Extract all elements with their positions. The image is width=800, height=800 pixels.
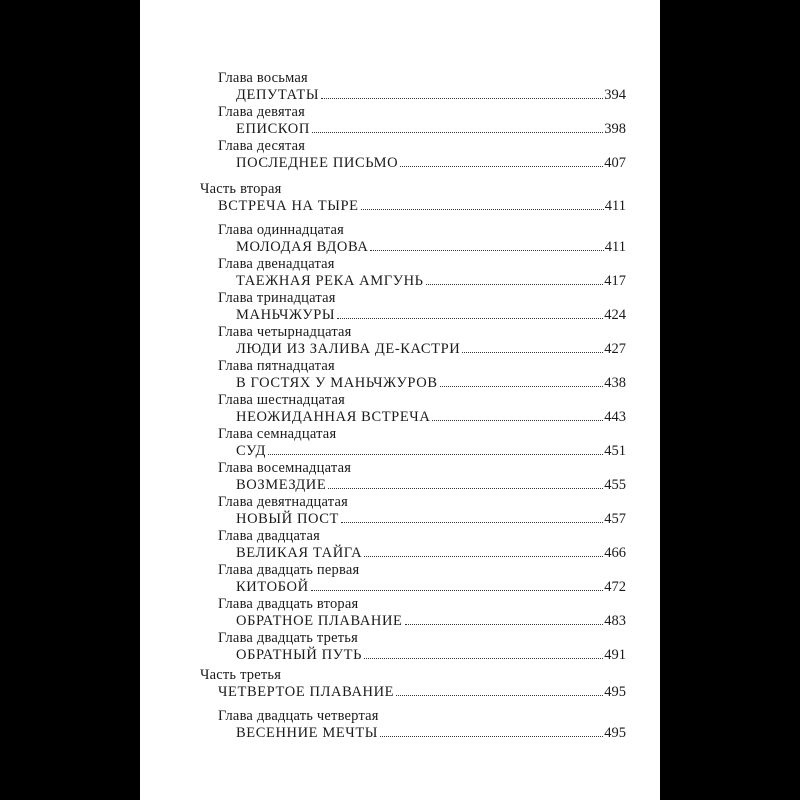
part-entry[interactable] [218,198,626,215]
chapter-entry[interactable] [236,545,626,562]
dot-leader [361,208,604,210]
entry-title: ТАЕЖНАЯ РЕКА АМГУНЬ [236,273,424,289]
dot-leader [268,453,603,455]
page-number: 472 [604,579,626,595]
chapter-label: Глава девятая [218,104,306,120]
page-number: 495 [604,684,626,700]
chapter-entry[interactable] [236,613,626,630]
entry-title: МАНЬЧЖУРЫ [236,307,336,323]
entry-title: НОВЫЙ ПОСТ [236,511,340,527]
entry-title: ВЕЛИКАЯ ТАЙГА [236,545,363,561]
entry-title: СУД [236,443,266,459]
chapter-label: Глава восемнадцатая [218,460,352,476]
entry-title: ВОЗМЕЗДИЕ [236,477,327,493]
part-label: Часть вторая [200,181,282,197]
dot-leader [370,249,603,251]
chapter-label: Глава двадцать третья [218,630,358,646]
entry-title: МОЛОДАЯ ВДОВА [236,239,369,255]
chapter-label: Глава двадцать вторая [218,596,359,612]
dot-leader [462,351,603,353]
entry-title: ОБРАТНЫЙ ПУТЬ [236,647,362,663]
chapter-label: Глава тринадцатая [218,290,336,306]
chapter-entry[interactable] [236,725,626,742]
page-number: 424 [604,307,626,323]
page-number: 398 [604,121,626,137]
dot-leader [337,317,603,319]
dot-leader [440,385,604,387]
entry-title: ЛЮДИ ИЗ ЗАЛИВА ДЕ-КАСТРИ [236,341,461,357]
dot-leader [432,419,603,421]
dot-leader [400,165,603,167]
page-number: 438 [604,375,626,391]
chapter-entry[interactable] [236,375,626,392]
dot-leader [405,623,604,625]
chapter-entry[interactable] [236,239,626,256]
chapter-entry[interactable] [236,307,626,324]
chapter-entry[interactable] [236,477,626,494]
chapter-label: Глава десятая [218,138,306,154]
chapter-entry[interactable] [236,579,626,596]
dot-leader [328,487,603,489]
page-number: 455 [604,477,626,493]
part-label: Часть третья [200,667,282,683]
page-number: 466 [604,545,626,561]
book-page [140,0,660,800]
chapter-label: Глава шестнадцатая [218,392,346,408]
dot-leader [426,283,604,285]
chapter-label: Глава восьмая [218,70,308,86]
page-number: 491 [604,647,626,663]
chapter-entry[interactable] [236,409,626,426]
page-number: 457 [604,511,626,527]
dot-leader [396,694,603,696]
entry-title: ЕПИСКОП [236,121,310,137]
chapter-label: Глава семнадцатая [218,426,337,442]
chapter-label: Глава двадцать первая [218,562,360,578]
chapter-label: Глава двадцать четвертая [218,708,379,724]
chapter-entry[interactable] [236,511,626,528]
entry-title: ЧЕТВЕРТОЕ ПЛАВАНИЕ [218,684,395,700]
chapter-entry[interactable] [236,155,626,172]
page-number: 483 [604,613,626,629]
dot-leader [321,97,603,99]
entry-title: ДЕПУТАТЫ [236,87,320,103]
chapter-label: Глава четырнадцатая [218,324,352,340]
part-entry[interactable] [218,684,626,701]
page-number: 411 [604,239,626,255]
dot-leader [364,555,603,557]
dot-leader [311,589,604,591]
page-number: 417 [604,273,626,289]
chapter-entry[interactable] [236,121,626,138]
page-number: 451 [604,443,626,459]
dot-leader [380,735,603,737]
chapter-label: Глава двенадцатая [218,256,335,272]
dot-leader [341,521,603,523]
chapter-entry[interactable] [236,87,626,104]
page-number: 495 [604,725,626,741]
left-black-margin [0,0,140,800]
entry-title: ВСТРЕЧА НА ТЫРЕ [218,198,359,214]
chapter-label: Глава девятнадцатая [218,494,348,510]
page-number: 443 [604,409,626,425]
page-number: 411 [604,198,626,214]
chapter-label: Глава одиннадцатая [218,222,345,238]
chapter-entry[interactable] [236,443,626,460]
entry-title: КИТОБОЙ [236,579,309,595]
entry-title: ВЕСЕННИЕ МЕЧТЫ [236,725,379,741]
chapter-label: Глава двадцатая [218,528,320,544]
page-number: 427 [604,341,626,357]
entry-title: В ГОСТЯХ У МАНЬЧЖУРОВ [236,375,438,391]
dot-leader [364,657,603,659]
chapter-entry[interactable] [236,341,626,358]
entry-title: НЕОЖИДАННАЯ ВСТРЕЧА [236,409,431,425]
entry-title: ПОСЛЕДНЕЕ ПИСЬМО [236,155,399,171]
right-black-margin [660,0,800,800]
chapter-entry[interactable] [236,647,626,664]
entry-title: ОБРАТНОЕ ПЛАВАНИЕ [236,613,403,629]
dot-leader [312,131,603,133]
page-number: 407 [604,155,626,171]
chapter-label: Глава пятнадцатая [218,358,335,374]
chapter-entry[interactable] [236,273,626,290]
page-number: 394 [604,87,626,103]
